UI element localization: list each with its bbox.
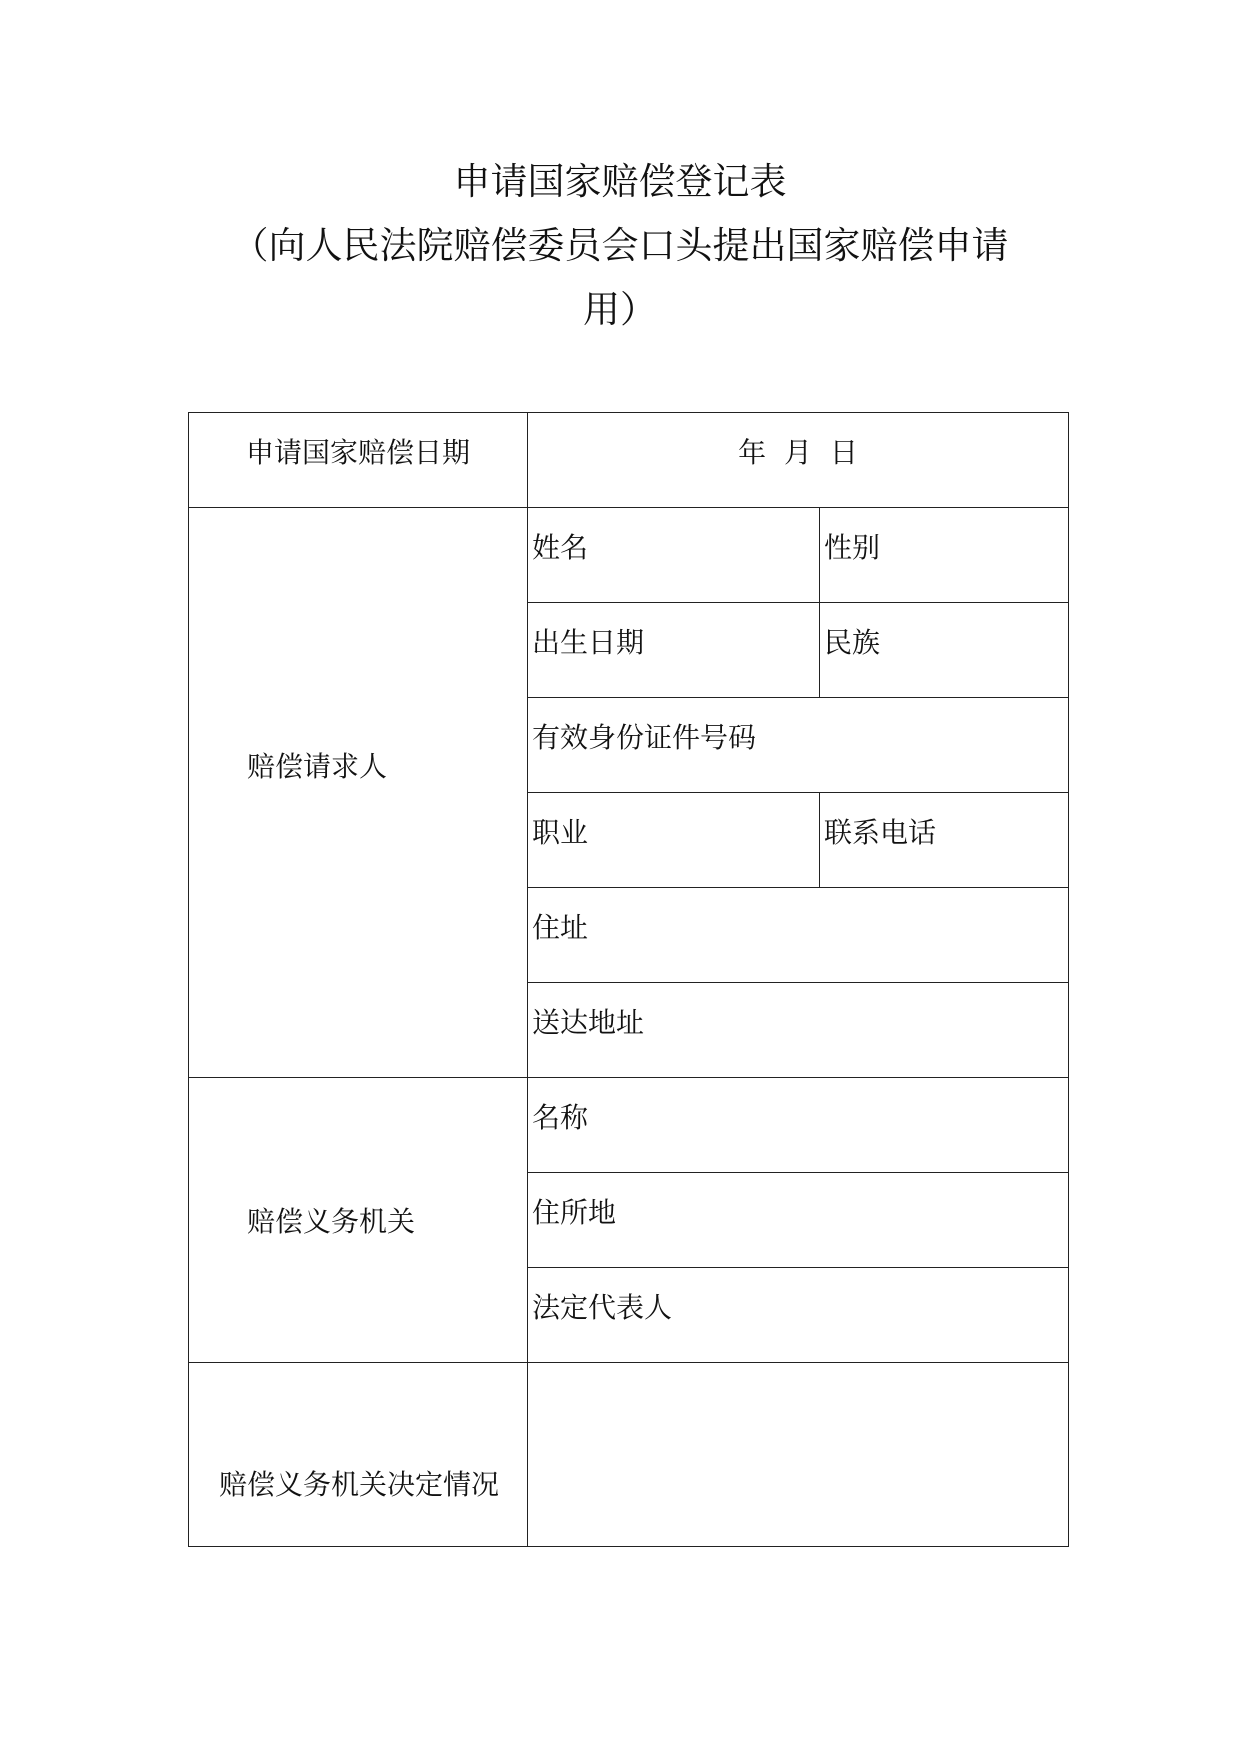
registration-table [188, 412, 1069, 1547]
gender-label: 性别 [824, 531, 881, 564]
ethnicity-field[interactable] [820, 603, 1069, 698]
id-number-label: 有效身份证件号码 [532, 721, 757, 754]
decision-label-cell [189, 1363, 528, 1547]
table-row-decision [189, 1363, 1069, 1547]
occupation-label: 职业 [532, 816, 589, 849]
title-line-1: 申请国家赔偿登记表 [453, 160, 787, 203]
address-field[interactable] [528, 888, 1069, 983]
birth-date-label: 出生日期 [532, 626, 645, 659]
occupation-field[interactable] [528, 793, 820, 888]
id-number-field[interactable] [528, 698, 1069, 793]
phone-field[interactable] [820, 793, 1069, 888]
form-title [0, 150, 1240, 342]
date-day-label: 日 [829, 436, 858, 469]
claimant-group-cell [189, 508, 528, 1078]
phone-label: 联系电话 [824, 816, 937, 849]
obligor-name-field[interactable] [528, 1078, 1069, 1173]
title-line-3: 用） [583, 288, 657, 331]
legal-representative-label: 法定代表人 [532, 1291, 673, 1324]
obligor-name-label: 名称 [532, 1101, 589, 1134]
gender-field[interactable] [820, 508, 1069, 603]
delivery-address-label: 送达地址 [532, 1006, 645, 1039]
name-field[interactable] [528, 508, 820, 603]
obligor-group-label: 赔偿义务机关 [247, 1205, 416, 1238]
decision-value [528, 1363, 1068, 1381]
claimant-group-label: 赔偿请求人 [247, 749, 388, 783]
decision-label: 赔偿义务机关决定情况 [219, 1467, 500, 1501]
domicile-field[interactable] [528, 1173, 1069, 1268]
date-label: 申请国家赔偿日期 [245, 436, 470, 469]
title-line-2: （向人民法院赔偿委员会口头提出国家赔偿申请 [231, 224, 1009, 267]
legal-representative-field[interactable] [528, 1268, 1069, 1363]
domicile-label: 住所地 [532, 1196, 617, 1229]
table-row-obligor-name [189, 1078, 1069, 1173]
delivery-address-field[interactable] [528, 983, 1069, 1078]
table-row-name [189, 508, 1069, 603]
obligor-group-cell [189, 1078, 528, 1363]
date-value-cell[interactable] [528, 413, 1069, 508]
decision-value-field[interactable] [528, 1363, 1069, 1547]
table-row-date [189, 413, 1069, 508]
date-label-cell [189, 413, 528, 508]
date-month-label: 月 [784, 436, 813, 469]
ethnicity-label: 民族 [824, 626, 881, 659]
birth-date-field[interactable] [528, 603, 820, 698]
name-label: 姓名 [532, 531, 589, 564]
date-year-label: 年 [738, 436, 767, 469]
address-label: 住址 [532, 911, 589, 944]
date-value [528, 413, 1068, 471]
